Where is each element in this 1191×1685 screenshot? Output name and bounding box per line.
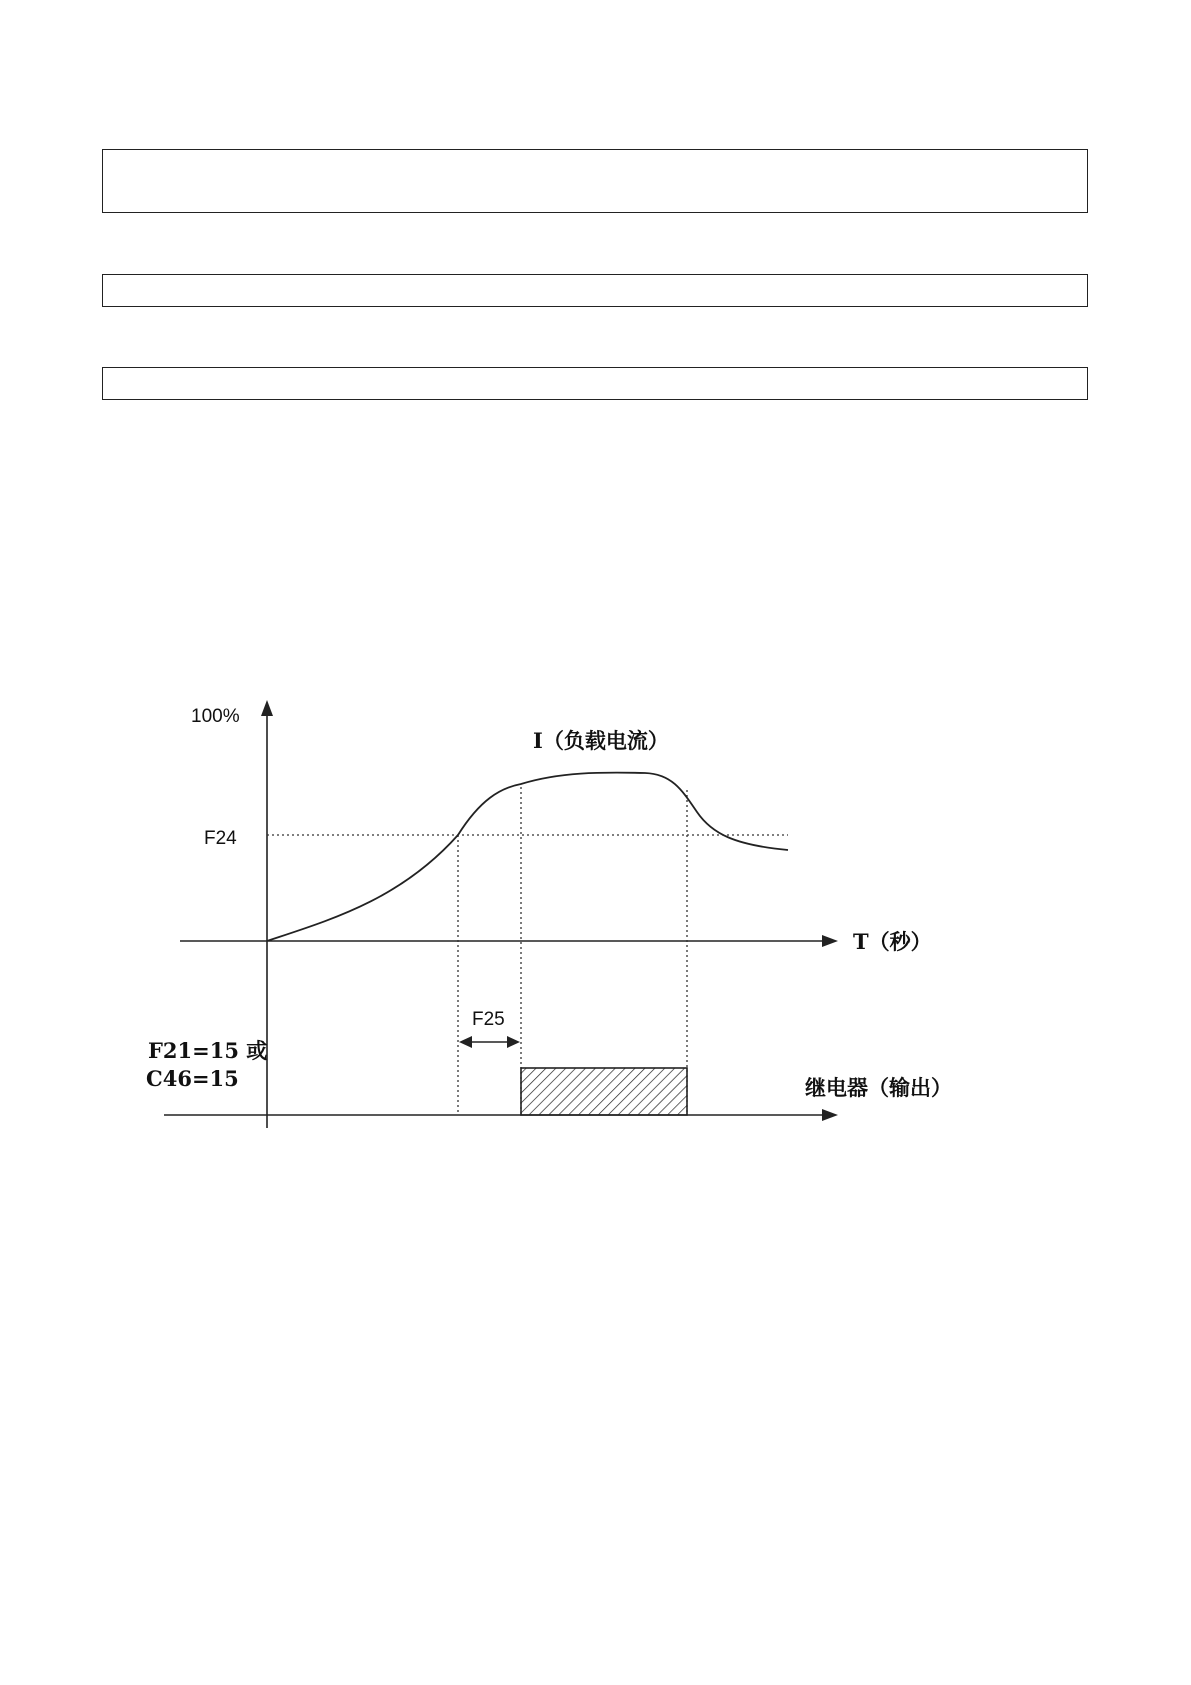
curve-label: I（负载电流） [533, 728, 669, 753]
condition-line2: C46=15 [146, 1066, 239, 1091]
delay-arrow-right-head [507, 1036, 520, 1048]
delay-arrow-left-head [459, 1036, 472, 1048]
y-top-label: 100% [191, 706, 240, 727]
relay-label: 继电器（输出） [805, 1075, 952, 1100]
relay-output-pulse [521, 1068, 687, 1115]
time-axis-label: T（秒） [853, 929, 932, 954]
y-axis-arrow [261, 700, 273, 716]
time-axis-arrow [822, 935, 838, 947]
relay-axis-arrow [822, 1109, 838, 1121]
threshold-label: F24 [204, 828, 237, 849]
condition-line1: F21=15 或 [148, 1038, 268, 1063]
load-current-curve [267, 773, 788, 941]
delay-label: F25 [472, 1009, 505, 1030]
